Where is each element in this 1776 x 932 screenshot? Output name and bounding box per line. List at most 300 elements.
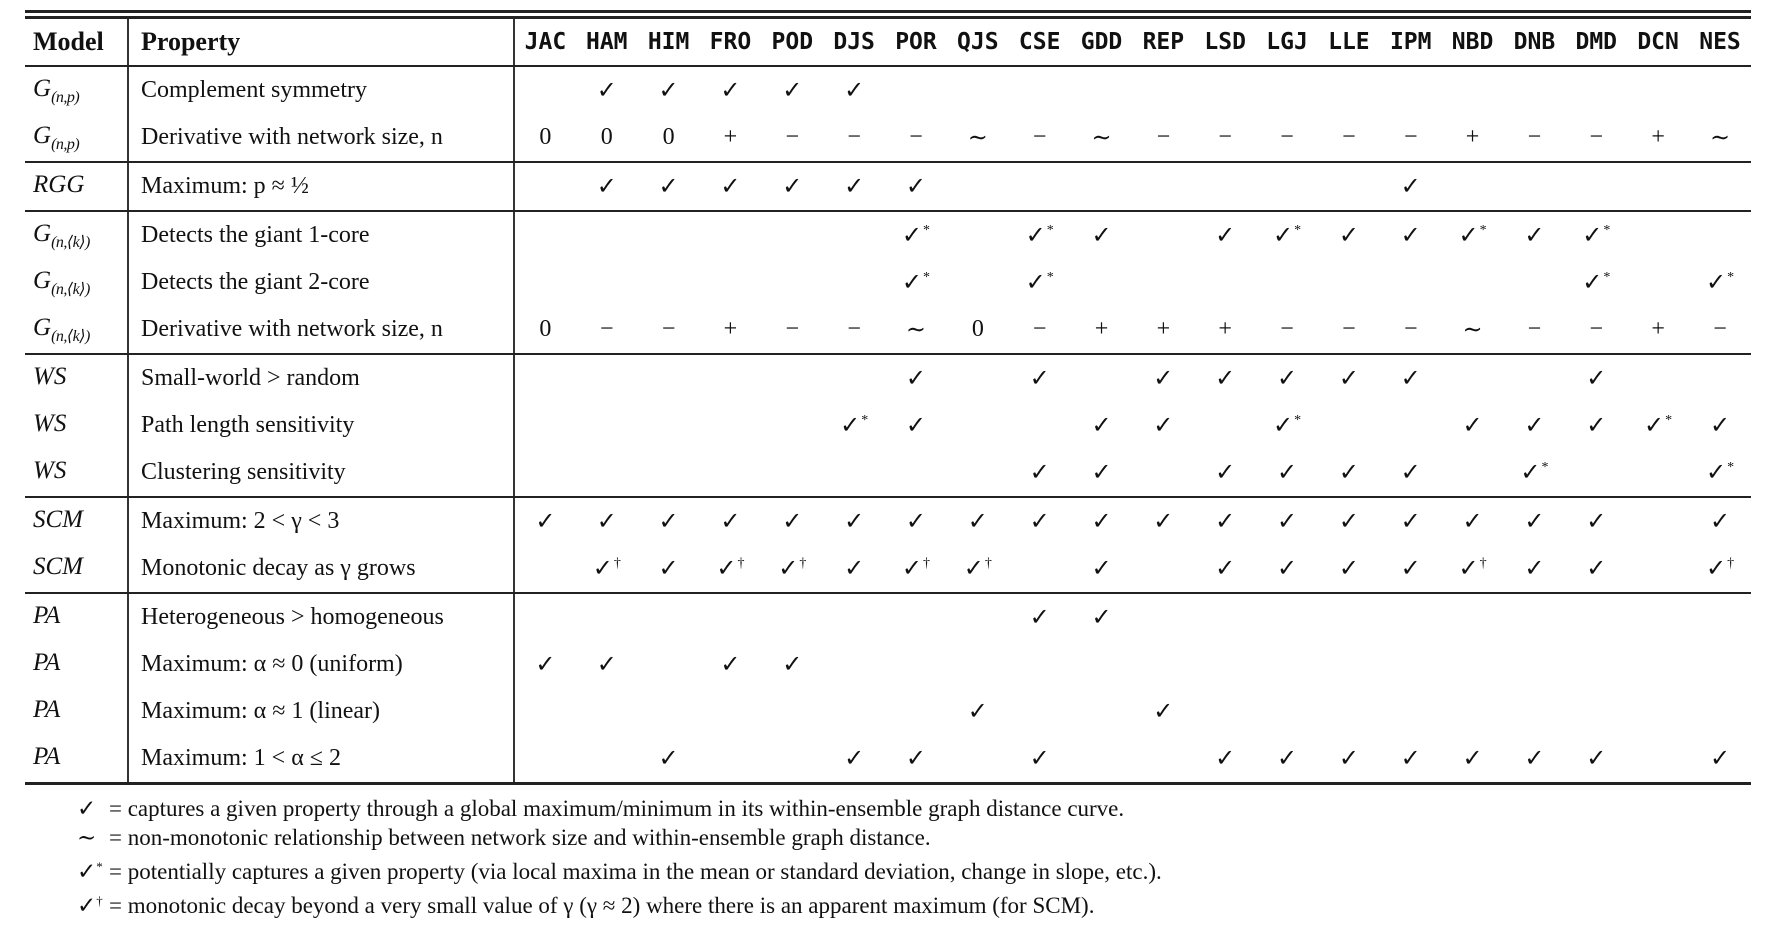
cell-ipm <box>1380 688 1442 735</box>
cell-ham <box>576 211 638 259</box>
check-modifier: * <box>1727 270 1735 285</box>
cell-nbd <box>1442 545 1504 593</box>
cell-djs <box>823 688 885 735</box>
cell-jac <box>514 402 576 449</box>
cell-fro <box>700 354 762 402</box>
cell-dnb <box>1504 259 1566 306</box>
cell-pod: − <box>761 306 823 354</box>
cell-him: ✓ <box>638 735 700 784</box>
column-header-cse: CSE <box>1009 15 1071 67</box>
cell-djs <box>823 593 885 641</box>
header-row <box>25 15 1751 67</box>
cell-lsd <box>1194 593 1256 641</box>
cell-ipm: ✓ <box>1400 223 1421 249</box>
cell-rep: + <box>1132 306 1194 354</box>
check-modifier: * <box>1479 223 1487 238</box>
check-icon: ✓ <box>1458 223 1479 249</box>
cell-qjs <box>947 402 1009 449</box>
check-icon: ✓ <box>840 413 861 439</box>
check-modifier: * <box>1603 270 1611 285</box>
cell-lle <box>1318 66 1380 114</box>
cell-cse: − <box>1009 306 1071 354</box>
legend-text: = monotonic decay beyond a very small value of γ (γ ≈ 2) where there is an apparent maximum (for SCM). <box>109 893 1095 918</box>
table-body <box>25 66 1751 784</box>
cell-dmd: ✓ <box>1586 413 1607 439</box>
cell-pod <box>761 402 823 449</box>
cell-ham <box>576 593 638 641</box>
check-icon: ✓ <box>592 556 613 582</box>
cell-ipm: ✓ <box>1400 509 1421 535</box>
check-modifier: † <box>923 556 931 571</box>
cell-fro <box>700 449 762 497</box>
cell-him <box>638 211 700 259</box>
cell-nes <box>1689 354 1751 402</box>
cell-nes <box>1689 688 1751 735</box>
cell-ipm <box>1380 259 1442 306</box>
cell-pod: ✓ <box>782 652 803 678</box>
cell-lsd <box>1194 66 1256 114</box>
cell-pod <box>761 354 823 402</box>
property-cell: Heterogeneous > homogeneous <box>128 593 514 641</box>
cell-rep: ✓ <box>1153 366 1174 392</box>
property-cell: Maximum: p ≈ ½ <box>128 162 514 211</box>
cell-lsd: ✓ <box>1215 223 1236 249</box>
property-cell: Monotonic decay as γ grows <box>128 545 514 593</box>
cell-cse <box>1009 211 1071 259</box>
cell-djs <box>823 402 885 449</box>
cell-rep <box>1132 545 1194 593</box>
cell-gdd <box>1071 259 1133 306</box>
cell-ham <box>576 545 638 593</box>
model-cell <box>25 593 128 641</box>
cell-djs <box>823 449 885 497</box>
check-modifier: * <box>1046 223 1054 238</box>
cell-dmd <box>1565 211 1627 259</box>
cell-lgj: ✓ <box>1256 449 1318 497</box>
cell-dcn <box>1627 593 1689 641</box>
check-modifier: † <box>1727 556 1735 571</box>
cell-lsd: ✓ <box>1215 509 1236 535</box>
cell-him <box>638 449 700 497</box>
cell-cse <box>1009 688 1071 735</box>
cell-nbd: ✓ <box>1462 413 1483 439</box>
legend-text: = captures a given property through a global maximum/minimum in its within-ensemble graph distance curve. <box>109 796 1125 821</box>
cell-nes <box>1689 259 1751 306</box>
cell-djs: − <box>823 114 885 162</box>
cell-djs <box>823 259 885 306</box>
cell-fro: ✓ <box>720 652 741 678</box>
table-row <box>25 66 1751 114</box>
cell-djs <box>823 354 885 402</box>
cell-pod <box>761 593 823 641</box>
cell-him <box>638 354 700 402</box>
cell-jac <box>514 162 576 211</box>
check-modifier: * <box>96 859 103 874</box>
cell-djs: ✓ <box>844 509 865 535</box>
table-row <box>25 688 1751 735</box>
cell-lsd: ✓ <box>1194 735 1256 784</box>
model-name: G <box>33 74 52 102</box>
check-icon: ✓ <box>1582 270 1603 296</box>
property-cell: Path length sensitivity <box>128 402 514 449</box>
cell-ham <box>576 449 638 497</box>
cell-lgj: − <box>1256 114 1318 162</box>
cell-qjs <box>947 735 1009 784</box>
cell-rep <box>1132 211 1194 259</box>
model-name: G <box>33 219 52 247</box>
cell-gdd: ✓ <box>1071 545 1133 593</box>
cell-rep <box>1132 735 1194 784</box>
cell-ham: 0 <box>576 114 638 162</box>
cell-dcn: + <box>1627 114 1689 162</box>
cell-por <box>885 545 947 593</box>
check-modifier: † <box>613 556 621 571</box>
cell-qjs: ✓ <box>967 699 988 725</box>
model-name: G <box>33 121 52 149</box>
cell-nes: ✓ <box>1689 735 1751 784</box>
cell-dcn <box>1627 402 1689 449</box>
cell-lsd: ✓ <box>1194 545 1256 593</box>
column-header-djs: DJS <box>823 15 885 67</box>
cell-ham: ✓ <box>596 652 617 678</box>
cell-qjs: 0 <box>947 306 1009 354</box>
cell-gdd: ✓ <box>1091 509 1112 535</box>
check-icon: ✓ <box>963 556 984 582</box>
cell-dnb: ✓ <box>1524 223 1545 249</box>
cell-nbd: ✓ <box>1442 735 1504 784</box>
cell-jac: ✓ <box>535 509 556 535</box>
table-row <box>25 735 1751 784</box>
column-header-lgj: LGJ <box>1256 15 1318 67</box>
cell-por: ✓ <box>905 509 927 535</box>
cell-qjs <box>947 66 1009 114</box>
cell-him <box>638 259 700 306</box>
cell-dcn <box>1627 497 1689 545</box>
cell-por: ∼ <box>885 306 947 354</box>
cell-lgj: − <box>1256 306 1318 354</box>
model-name: PA <box>33 742 61 770</box>
model-cell <box>25 306 128 354</box>
column-header-nbd: NBD <box>1442 15 1504 67</box>
check-icon: ✓† <box>77 893 103 918</box>
cell-nbd <box>1442 66 1504 114</box>
cell-lgj <box>1256 162 1318 211</box>
check-modifier: * <box>1603 223 1611 238</box>
cell-nes: ✓ <box>1709 413 1731 439</box>
cell-rep: − <box>1132 114 1194 162</box>
property-cell: Derivative with network size, n <box>128 306 514 354</box>
cell-lgj <box>1256 688 1318 735</box>
cell-fro: ✓ <box>700 162 762 211</box>
cell-jac <box>514 354 576 402</box>
cell-rep <box>1132 259 1194 306</box>
property-column-header: Property <box>128 15 514 67</box>
cell-pod <box>761 259 823 306</box>
cell-jac <box>514 735 576 784</box>
cell-rep: ✓ <box>1153 509 1174 535</box>
column-header-dmd: DMD <box>1565 15 1627 67</box>
cell-jac <box>514 66 576 114</box>
cell-djs <box>823 211 885 259</box>
cell-nes <box>1689 593 1751 641</box>
cell-ipm <box>1380 66 1442 114</box>
cell-fro: ✓ <box>720 78 741 104</box>
check-icon: ✓ <box>716 556 737 582</box>
table-header <box>25 15 1751 67</box>
cell-gdd <box>1071 735 1133 784</box>
cell-jac <box>514 449 576 497</box>
cell-por: ✓ <box>905 413 927 439</box>
cell-qjs <box>947 641 1009 688</box>
cell-nes <box>1689 66 1751 114</box>
model-subscript: (n,p) <box>51 88 80 106</box>
cell-dmd <box>1565 641 1627 688</box>
cell-him: ✓ <box>658 509 679 535</box>
model-name: PA <box>33 695 61 723</box>
cell-dmd: ✓ <box>1586 366 1607 392</box>
property-cell: Derivative with network size, n <box>128 114 514 162</box>
cell-dcn <box>1627 66 1689 114</box>
cell-lle: ✓ <box>1338 509 1359 535</box>
property-cell: Detects the giant 2-core <box>128 259 514 306</box>
model-cell <box>25 162 128 211</box>
legend-text: = non-monotonic relationship between network size and within-ensemble graph distance. <box>109 825 931 850</box>
cell-cse <box>1009 66 1071 114</box>
cell-lle: − <box>1318 114 1380 162</box>
model-cell <box>25 641 128 688</box>
cell-qjs <box>947 449 1009 497</box>
cell-lle: ✓ <box>1318 735 1380 784</box>
cell-rep <box>1132 449 1194 497</box>
cell-ipm: ✓ <box>1380 545 1442 593</box>
model-subscript: (n,⟨k⟩) <box>51 327 90 345</box>
cell-jac <box>514 545 576 593</box>
cell-lsd: ✓ <box>1194 449 1256 497</box>
cell-cse: ✓ <box>1009 449 1071 497</box>
legend-item <box>77 823 1776 852</box>
cell-lle: − <box>1318 306 1380 354</box>
model-name: WS <box>33 409 67 437</box>
cell-lle: ✓ <box>1338 223 1359 249</box>
cell-lle: ✓ <box>1338 366 1359 392</box>
cell-qjs <box>947 211 1009 259</box>
cell-lle <box>1318 402 1380 449</box>
cell-ham: ✓ <box>596 78 617 104</box>
cell-por <box>885 211 947 259</box>
cell-gdd <box>1071 688 1133 735</box>
table-row <box>25 497 1751 545</box>
check-modifier: † <box>799 556 807 571</box>
cell-dnb <box>1504 449 1566 497</box>
cell-qjs <box>947 593 1009 641</box>
model-name: WS <box>33 456 67 484</box>
cell-gdd <box>1071 162 1133 211</box>
cell-dmd <box>1565 259 1627 306</box>
cell-pod: ✓ <box>782 78 803 104</box>
property-cell: Maximum: α ≈ 1 (linear) <box>128 688 514 735</box>
cell-dcn <box>1627 211 1689 259</box>
model-property-table <box>25 10 1751 785</box>
cell-him: ✓ <box>638 545 700 593</box>
table-row <box>25 354 1751 402</box>
cell-rep <box>1132 162 1194 211</box>
cell-nbd <box>1442 354 1504 402</box>
cell-ham <box>576 735 638 784</box>
cell-dmd: − <box>1565 306 1627 354</box>
cell-dnb <box>1504 162 1566 211</box>
check-icon: ✓ <box>1705 460 1727 486</box>
cell-dnb <box>1504 688 1566 735</box>
cell-lsd <box>1194 259 1256 306</box>
property-cell: Clustering sensitivity <box>128 449 514 497</box>
table-row <box>25 306 1751 354</box>
model-subscript: (n,⟨k⟩) <box>51 233 90 251</box>
model-cell <box>25 449 128 497</box>
cell-gdd: ∼ <box>1071 114 1133 162</box>
table-row <box>25 402 1751 449</box>
check-icon: ✓ <box>1272 223 1294 249</box>
cell-djs: ✓ <box>823 545 885 593</box>
cell-ipm <box>1380 641 1442 688</box>
cell-fro: + <box>700 306 762 354</box>
cell-lgj: ✓ <box>1276 366 1298 392</box>
cell-jac <box>514 259 576 306</box>
cell-cse: − <box>1009 114 1071 162</box>
cell-por <box>885 593 947 641</box>
cell-fro <box>700 259 762 306</box>
cell-cse <box>1009 162 1071 211</box>
cell-fro <box>700 211 762 259</box>
cell-dnb: − <box>1504 306 1566 354</box>
cell-qjs <box>947 162 1009 211</box>
cell-ipm: ✓ <box>1380 162 1442 211</box>
cell-por <box>885 259 947 306</box>
cell-cse <box>1009 545 1071 593</box>
column-header-qjs: QJS <box>947 15 1009 67</box>
cell-ipm: ✓ <box>1380 449 1442 497</box>
check-icon: ✓ <box>1272 413 1294 439</box>
column-header-lle: LLE <box>1318 15 1380 67</box>
cell-ham: ✓ <box>576 162 638 211</box>
model-name: SCM <box>33 552 83 580</box>
cell-por <box>885 66 947 114</box>
cell-dcn <box>1627 449 1689 497</box>
cell-nbd <box>1442 641 1504 688</box>
cell-djs: − <box>823 306 885 354</box>
column-header-jac: JAC <box>514 15 576 67</box>
check-modifier: † <box>96 893 103 908</box>
check-modifier: * <box>1727 460 1735 475</box>
cell-cse <box>1009 259 1071 306</box>
model-name: G <box>33 313 52 341</box>
cell-gdd: ✓ <box>1091 223 1112 249</box>
cell-qjs <box>947 259 1009 306</box>
cell-dmd <box>1565 449 1627 497</box>
cell-nes <box>1689 545 1751 593</box>
cell-ipm <box>1380 593 1442 641</box>
check-icon: ✓ <box>1705 556 1727 582</box>
cell-nbd: ✓ <box>1462 509 1483 535</box>
cell-nbd <box>1442 593 1504 641</box>
cell-lle <box>1318 259 1380 306</box>
cell-dcn <box>1627 688 1689 735</box>
cell-dmd <box>1565 162 1627 211</box>
check-modifier: * <box>1541 460 1549 475</box>
check-modifier: * <box>1294 223 1302 238</box>
cell-por <box>885 449 947 497</box>
cell-rep: ✓ <box>1153 413 1174 439</box>
cell-por: ✓ <box>885 735 947 784</box>
check-icon: ✓ <box>1458 556 1479 582</box>
check-modifier: † <box>984 556 992 571</box>
check-modifier: * <box>923 223 931 238</box>
cell-fro <box>700 402 762 449</box>
cell-lle <box>1318 593 1380 641</box>
cell-nes <box>1689 449 1751 497</box>
check-modifier: † <box>737 556 745 571</box>
cell-rep: ✓ <box>1153 699 1174 725</box>
cell-pod <box>761 545 823 593</box>
model-name: PA <box>33 648 61 676</box>
cell-pod: − <box>761 114 823 162</box>
cell-him <box>638 402 700 449</box>
table-row <box>25 641 1751 688</box>
check-icon: ✓ <box>778 556 799 582</box>
model-cell <box>25 66 128 114</box>
cell-pod <box>761 449 823 497</box>
model-name: G <box>33 266 52 294</box>
cell-por: ✓ <box>905 366 927 392</box>
column-header-dcn: DCN <box>1627 15 1689 67</box>
cell-dnb <box>1504 66 1566 114</box>
cell-lgj <box>1256 641 1318 688</box>
cell-cse: ✓ <box>1009 735 1071 784</box>
column-header-nes: NES <box>1689 15 1751 67</box>
cell-jac <box>514 688 576 735</box>
column-header-fro: FRO <box>700 15 762 67</box>
cell-dcn <box>1627 545 1689 593</box>
check-modifier: † <box>1479 556 1487 571</box>
legend-item <box>77 886 1776 920</box>
table-row <box>25 211 1751 259</box>
cell-lsd: − <box>1194 114 1256 162</box>
cell-dmd <box>1565 593 1627 641</box>
cell-por: − <box>885 114 947 162</box>
cell-dmd: ✓ <box>1565 735 1627 784</box>
cell-qjs: ✓ <box>967 509 988 535</box>
cell-dnb: ✓ <box>1504 545 1566 593</box>
check-icon: ✓ <box>1520 460 1541 486</box>
cell-dnb: − <box>1504 114 1566 162</box>
cell-qjs <box>947 354 1009 402</box>
cell-dnb: ✓ <box>1504 735 1566 784</box>
cell-nbd <box>1442 211 1504 259</box>
model-cell <box>25 497 128 545</box>
cell-him: − <box>638 306 700 354</box>
property-cell: Maximum: 1 < α ≤ 2 <box>128 735 514 784</box>
cell-pod <box>761 211 823 259</box>
cell-ham <box>576 354 638 402</box>
cell-ham <box>576 402 638 449</box>
cell-dmd: ✓ <box>1586 509 1607 535</box>
cell-dnb <box>1504 354 1566 402</box>
cell-qjs: ∼ <box>947 114 1009 162</box>
cell-him <box>638 688 700 735</box>
cell-fro <box>700 735 762 784</box>
cell-cse <box>1009 402 1071 449</box>
check-icon: ✓ <box>1025 223 1046 249</box>
cell-gdd: ✓ <box>1091 413 1112 439</box>
